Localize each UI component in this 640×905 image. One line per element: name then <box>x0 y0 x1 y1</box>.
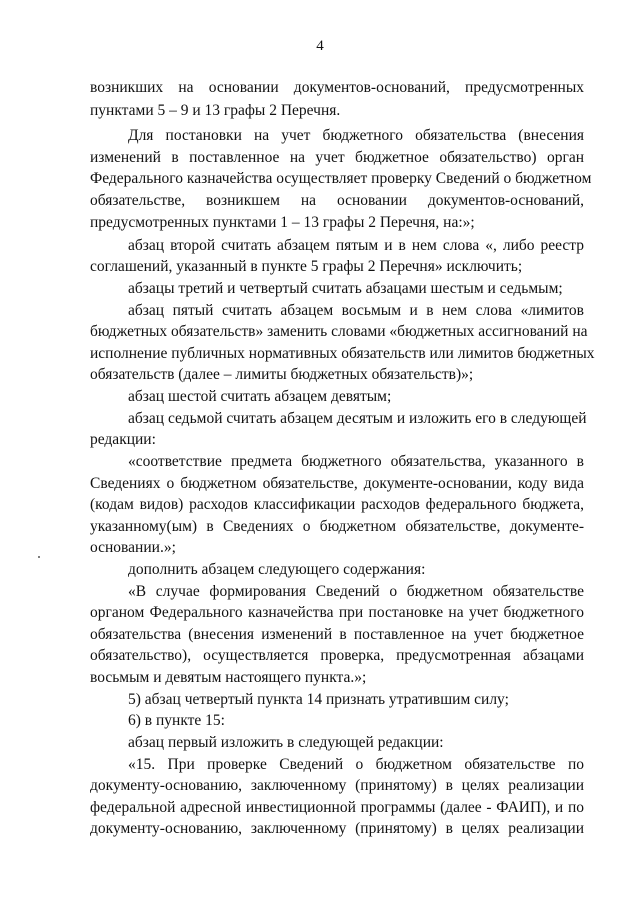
text-line: Сведениях о бюджетном обязательстве, документе-основании, коду вида <box>90 475 584 492</box>
text-line: обязательств (далее – лимиты бюджетных обязательств)»; <box>90 366 474 383</box>
text-line: абзац шестой считать абзацем девятым; <box>128 388 392 405</box>
text-line: возникших на основании документов-оснований, предусмотренных <box>90 79 584 96</box>
text-line: пунктами 5 – 9 и 13 графы 2 Перечня. <box>90 102 341 119</box>
text-line: обязательство), осуществляется проверка, предусмотренная абзацами <box>90 647 584 664</box>
text-line: указанному(ым) в Сведениях о бюджетном обязательстве, документе- <box>90 518 584 535</box>
text-line: дополнить абзацем следующего содержания: <box>128 561 426 578</box>
text-line: абзац седьмой считать абзацем десятым и изложить его в следующей <box>128 410 587 427</box>
text-line: восьмым и девятым настоящего пункта.»; <box>90 669 367 686</box>
text-line: 5) абзац четвертый пункта 14 признать утратившим силу; <box>128 691 509 708</box>
text-line: Для постановки на учет бюджетного обязательства (внесения <box>128 127 584 144</box>
page-number: 4 <box>316 38 324 54</box>
text-line: (кодам видов) расходов классификации расходов федерального бюджета, <box>90 496 584 513</box>
text-line: 6) в пункте 15: <box>128 712 225 729</box>
text-line: «В случае формирования Сведений о бюджетном обязательстве <box>128 583 584 600</box>
text-line: изменений в поставленное на учет бюджетное обязательство) орган <box>90 149 584 166</box>
text-line: абзац пятый считать абзацем восьмым и в нем слова «лимитов <box>128 302 584 319</box>
text-line: соглашений, указанный в пункте 5 графы 2 Перечня» исключить; <box>90 258 523 275</box>
text-line: органом Федерального казначейства при постановке на учет бюджетного <box>90 604 584 621</box>
text-line: «15. При проверке Сведений о бюджетном обязательстве по <box>128 756 584 773</box>
text-line: федеральной адресной инвестиционной программы (далее - ФАИП), и по <box>90 799 584 816</box>
text-line: документу-основанию, заключенному (принятому) в целях реализации <box>90 820 584 837</box>
scan-speck <box>38 556 40 558</box>
text-line: обязательстве, возникшем на основании документов-оснований, <box>90 192 584 209</box>
text-line: исполнение публичных нормативных обязательств или лимитов бюджетных <box>90 345 595 362</box>
text-line: редакции: <box>90 431 156 448</box>
text-line: предусмотренных пунктами 1 – 13 графы 2 Перечня, на:»; <box>90 214 475 231</box>
text-line: Федерального казначейства осуществляет проверку Сведений о бюджетном <box>90 170 592 187</box>
text-line: абзац первый изложить в следующей редакции: <box>128 734 444 751</box>
text-line: обязательства (внесения изменений в поставленное на учет бюджетное <box>90 626 584 643</box>
text-line: «соответствие предмета бюджетного обязательства, указанного в <box>128 453 584 470</box>
text-line: абзацы третий и четвертый считать абзацами шестым и седьмым; <box>128 280 563 297</box>
text-line: основании.»; <box>90 539 176 556</box>
text-line: документу-основанию, заключенному (принятому) в целях реализации <box>90 777 584 794</box>
text-line: бюджетных обязательств» заменить словами «бюджетных ассигнований на <box>90 323 588 340</box>
text-line: абзац второй считать абзацем пятым и в нем слова «, либо реестр <box>128 237 584 254</box>
